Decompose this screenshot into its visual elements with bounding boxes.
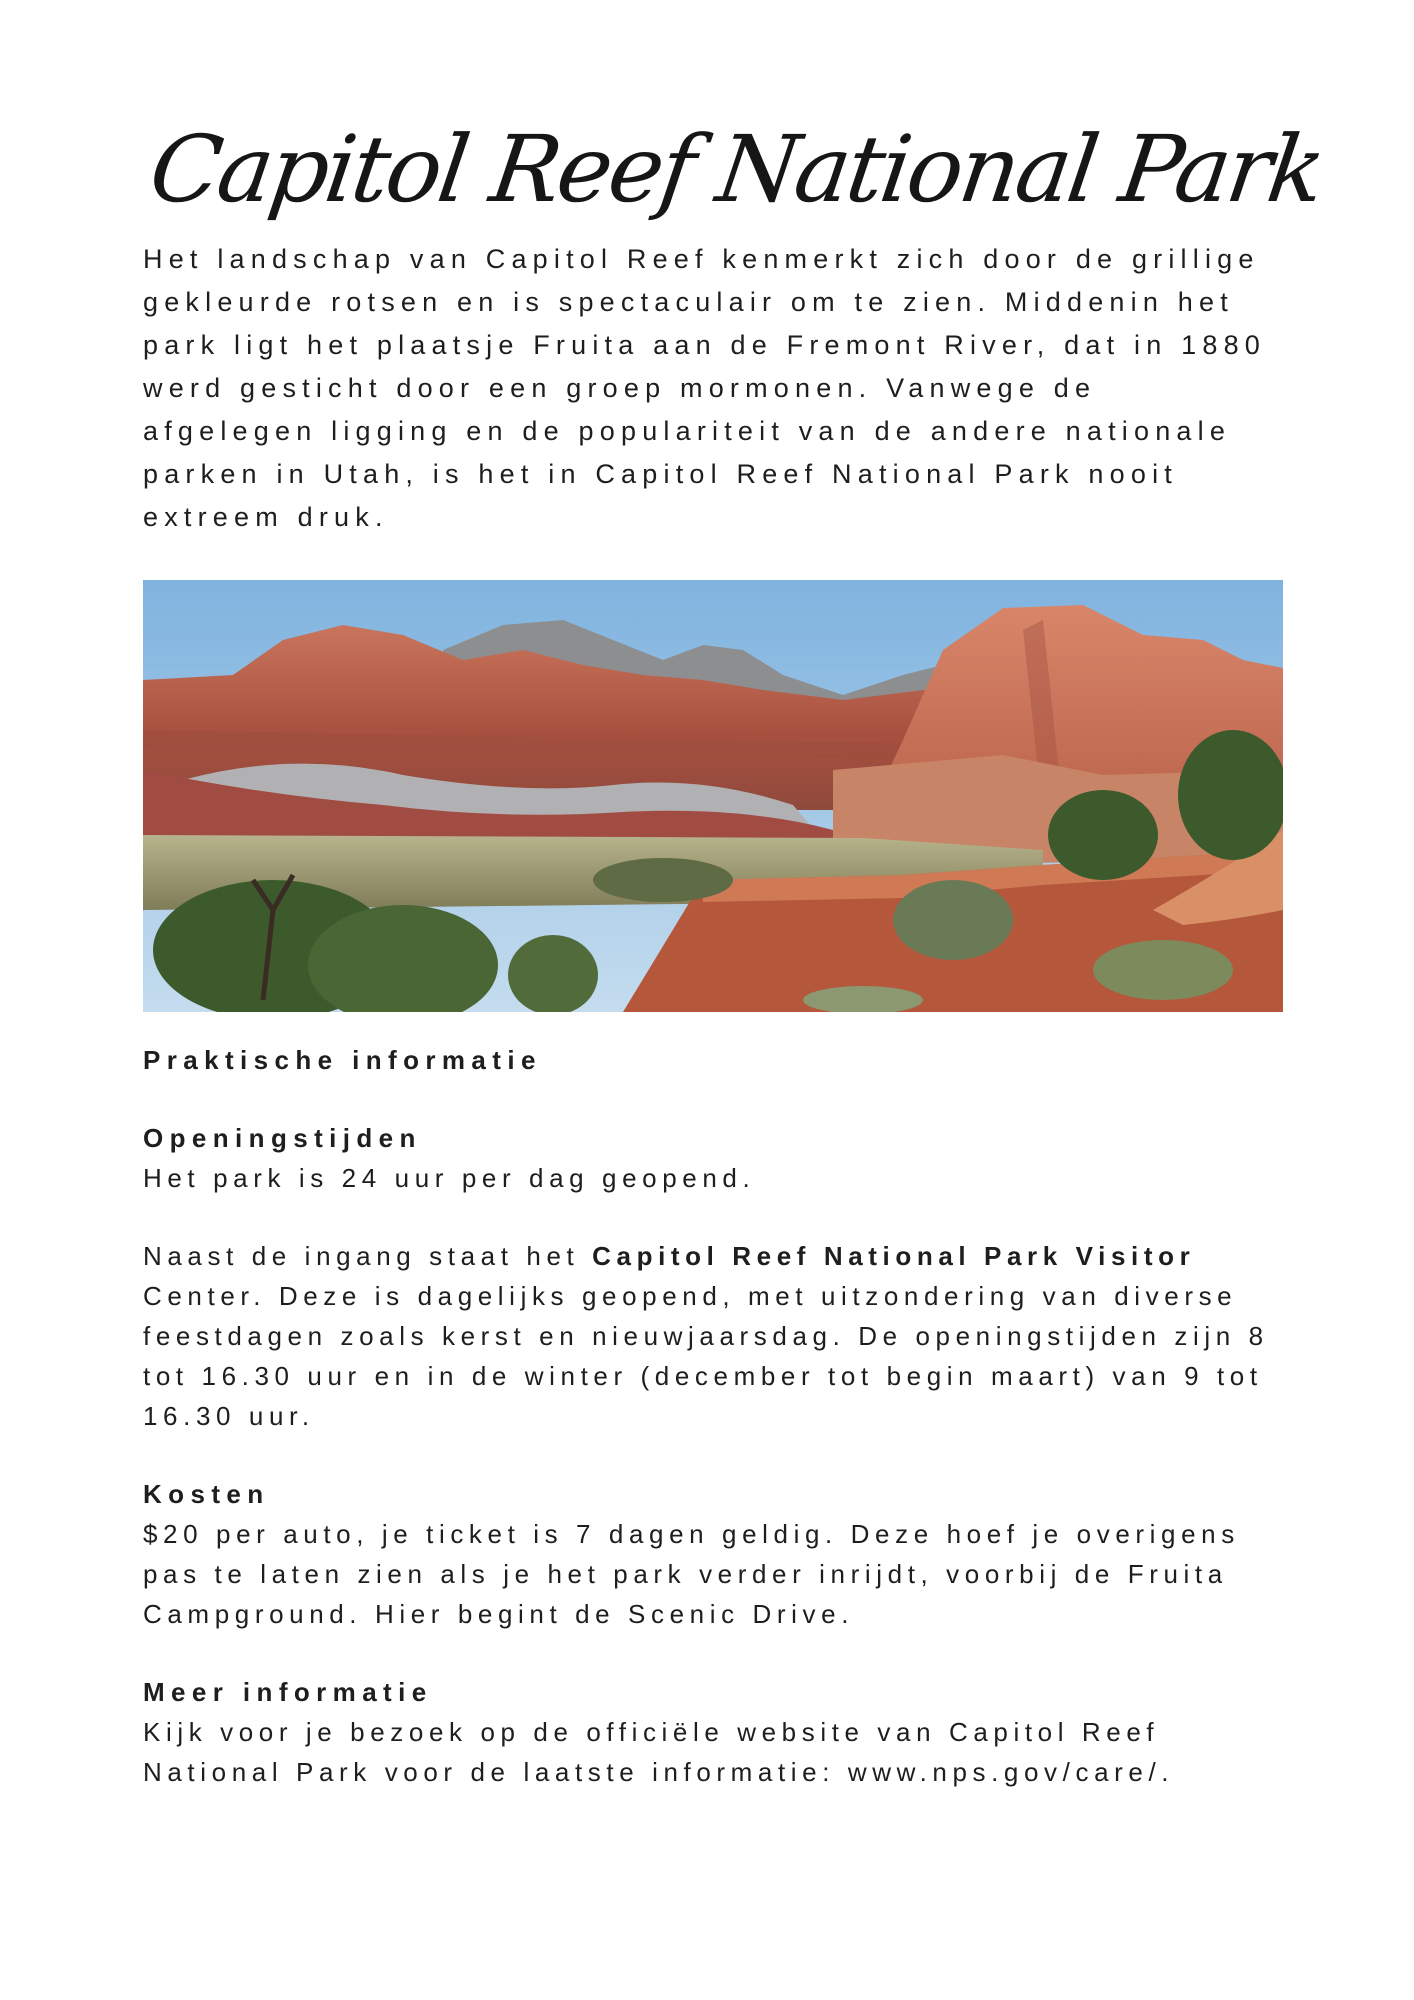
visitor-center-name: Capitol Reef National Park Visitor [592,1241,1196,1271]
costs-heading: Kosten [143,1479,270,1509]
page-title: Capitol Reef National Park [143,116,1330,223]
visitor-center-paragraph [143,1236,1283,1436]
landscape-photo [143,580,1283,1012]
practical-heading: Praktische informatie [143,1045,542,1075]
practical-info [143,1040,1283,1792]
opening-text: Het park is 24 uur per dag geopend. [143,1163,756,1193]
more-info-heading: Meer informatie [143,1677,433,1707]
costs-text: $20 per auto, je ticket is 7 dagen geldig. Deze hoef je overigens pas te laten zien als je het park verder inrijdt, voorbij de Fruita Campground. Hier begint de Scenic Drive. [143,1519,1240,1629]
opening-heading: Openingstijden [143,1123,422,1153]
visitor-suffix: Center. Deze is dagelijks geopend, met uitzondering van diverse feestdagen zoals kerst en nieuwjaarsdag. De openingstijden zijn 8 tot 16.30 uur en in de winter (december tot begin maart) van 9 tot 16.30 uur. [143,1281,1269,1431]
more-info-text: Kijk voor je bezoek op de officiële website van Capitol Reef National Park voor de laatste informatie: www.nps.gov/care/. [143,1717,1175,1787]
visitor-prefix: Naast de ingang staat het [143,1241,593,1271]
intro-paragraph: Het landschap van Capitol Reef kenmerkt zich door de grillige gekleurde rotsen en is spectaculair om te zien. Middenin het park ligt het plaatsje Fruita aan de Fremont River, dat in 1880 werd gesticht door een groep mormonen. Vanwege de afgelegen ligging en de populariteit van de andere nationale parken in Utah, is het in Capitol Reef National Park nooit extreem druk. [143,244,1267,532]
